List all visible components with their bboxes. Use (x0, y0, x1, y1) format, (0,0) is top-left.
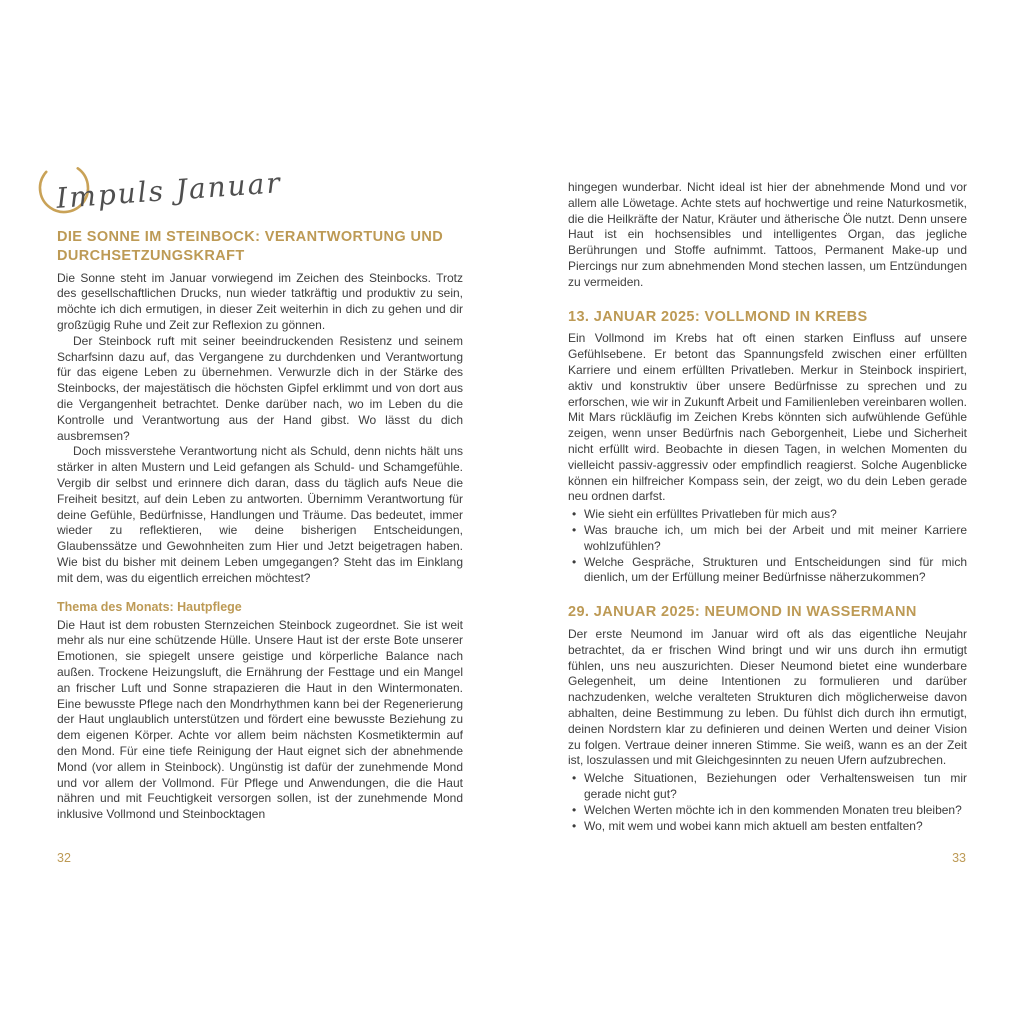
left-page (57, 228, 463, 823)
list-item: • Welchen Werten möchte ich in den kommenden Monaten treu bleiben? (568, 803, 967, 819)
section-heading-sun-capricorn: DIE SONNE IM STEINBOCK: VERANTWORTUNG UND DURCHSETZUNGSKRAFT (57, 229, 444, 264)
right-page (568, 180, 967, 834)
list-item: • Welche Situationen, Beziehungen oder Verhaltensweisen tun mir gerade nicht gut? (568, 771, 967, 803)
paragraph: Ein Vollmond im Krebs hat oft einen starken Einfluss auf unsere Gefühlsebene. Er betont das Spannungsfeld zwischen einer erfüllten Karriere und einem erfüllten Privatleben. Merkur in Steinbock inspiriert, aktiv und konstruktiv über unsere Bedürfnisse zu sprechen und zu erforschen, wie wir in Zukunft Arbeit und Familienleben vereinbaren wollen. Mit Mars rückläufig im Zeichen Krebs könnten sich aufwühlende Gefühle zeigen, wenn unser Bedürfnis nach Geborgenheit, Liebe und Sicherheit nicht erfüllt wird. Beobachte in diesen Tagen, in welchen Momenten du vielleicht passiv-aggressiv oder empfindlich reagierst. Solche Augenblicke können ein hilfreicher Kompass sein, der zeigt, wo du dein Leben gerade neu ordnen darfst. (568, 331, 967, 504)
newmoon-question-list (568, 771, 967, 834)
section-heading-newmoon-aquarius: 29. JANUAR 2025: NEUMOND IN WASSERMANN (568, 604, 917, 621)
paragraph: Die Sonne steht im Januar vorwiegend im Zeichen des Steinbocks. Trotz des gesellschaftlichen Drucks, nun wieder tatkräftig und produktiv zu sein, möchte ich dich ermutigen, in dieser Zeit weiterhin in dich zu gehen und dir großzügig Ruhe und Zeit zur Reflexion zu gönnen. (57, 270, 463, 333)
page-number-right: 33 (952, 851, 966, 865)
paragraph: Der erste Neumond im Januar wird oft als das eigentliche Neujahr betrachtet, da er frischen Wind bringt und wir uns durch ihn ermutigt fühlen, uns neu auszurichten. Dieser Neumond bietet eine wunderbare Gelegenheit, um deine Intentionen zu formulieren und darüber nachzudenken, welche veralteten Strukturen dich möglicherweise davon abhalten, deine Bestimmung zu leben. Du fühlst dich durch ihn ermutigt, deinen Nordstern klar zu definieren und deinen Werten und deiner Vision zu folgen. Vertraue deiner inneren Stimme. Sie weiß, wann es an der Zeit ist, loszulassen und mit Gleichgesinnten zu neuen Ufern aufzubrechen. (568, 627, 967, 768)
section-heading-monthly-theme: Thema des Monats: Hautpflege (57, 599, 242, 614)
paragraph: Der Steinbock ruft mit seiner beeindruckenden Resistenz und seinem Scharfsinn dazu auf, das Vergangene zu durchdenken und Verantwortung für das eigene Leben zu übernehmen. Verwurzle dich in der Stärke des Steinbocks, der majestätisch die höchsten Gipfel erklimmt und von dort aus die Vergangenheit betrachtet. Denke darüber nach, wo im Leben du die Kontrolle und Verantwortung aus der Hand gibst. Wo lässt du dich ausbremsen? (57, 333, 463, 443)
continuation-paragraph: hingegen wunderbar. Nicht ideal ist hier der abnehmende Mond und vor allem alle Löwetage. Achte stets auf hochwertige und reine Naturkosmetik, die die Heilkräfte der Natur, Kräuter und ätherische Öle nutzt. Denn unsere Haut ist ein hochsensibles und intelligentes Organ, das jegliche Berührungen und Stoffe aufnimmt. Tattoos, Permanent Make-up und Piercings nur zum abnehmenden Mond stechen lassen, um Entzündungen zu vermeiden. (568, 180, 967, 289)
list-item: • Welche Gespräche, Strukturen und Entscheidungen sind für mich dienlich, um der Erfüllung meiner Bedürfnisse näherzukommen? (568, 555, 967, 587)
chapter-mark (34, 158, 283, 224)
fullmoon-question-list (568, 507, 967, 586)
paragraph: Doch missverstehe Verantwortung nicht als Schuld, denn nichts hält uns stärker in alten Mustern und Leid gefangen als Schuld- und Schamgefühle. Vergib dir selbst und erinnere dich daran, dass du täglich aufs Neue die Freiheit besitzt, auf dein Leben zu antworten. Übernimm Verantwortung für deine Gefühle, Bedürfnisse, Handlungen und Träume. Das bedeutet, immer wieder zu reflektieren, wie deine bisherigen Entscheidungen, Glaubenssätze und Gewohnheiten zum Hier und Jetzt beigetragen haben. Wie bist du bisher mit deinem Leben umgegangen? Steht das im Einklang mit dem, was du eigentlich erreichen möchtest? (57, 444, 463, 585)
list-item: • Wo, mit wem und wobei kann mich aktuell am besten entfalten? (568, 819, 967, 835)
list-item: • Wie sieht ein erfülltes Privatleben für mich aus? (568, 507, 967, 523)
paragraph: Die Haut ist dem robusten Sternzeichen Steinbock zugeordnet. Sie ist weit mehr als nur eine schützende Hülle. Unsere Haut ist der erste Bote unserer Emotionen, sie spiegelt unsere geistige und körperliche Balance nach außen. Trockene Heizungsluft, die Ernährung der Festtage und ein Mangel an frischer Luft und Sonne strapazieren die Haut in den Wintermonaten. Eine bewusste Pflege nach den Mondrhythmen kann bei der Regenerierung der Haut unglaublich unterstützen und fördert eine bewusste Beziehung zu dem eigenen Körper. Achte vor allem beim nächsten Kosmetiktermin auf den Mond. Für eine tiefe Reinigung der Haut eignet sich der abnehmende Mond (vor allem in Steinbock). Ungünstig ist dafür der zunehmende Mond und vor allem der Vollmond. Für Pflege und Anwendungen, die die Haut nähren und mit Feuchtigkeit versorgen sollen, ist der zunehmende Mond inklusive Vollmond und Steinbocktagen (57, 617, 463, 822)
list-item: • Was brauche ich, um mich bei der Arbeit und mit meiner Karriere wohlzufühlen? (568, 523, 967, 555)
chapter-script-title: Impuls Januar (55, 166, 283, 215)
page-number-left: 32 (57, 851, 71, 865)
section-heading-fullmoon-cancer: 13. JANUAR 2025: VOLLMOND IN KREBS (568, 308, 868, 325)
